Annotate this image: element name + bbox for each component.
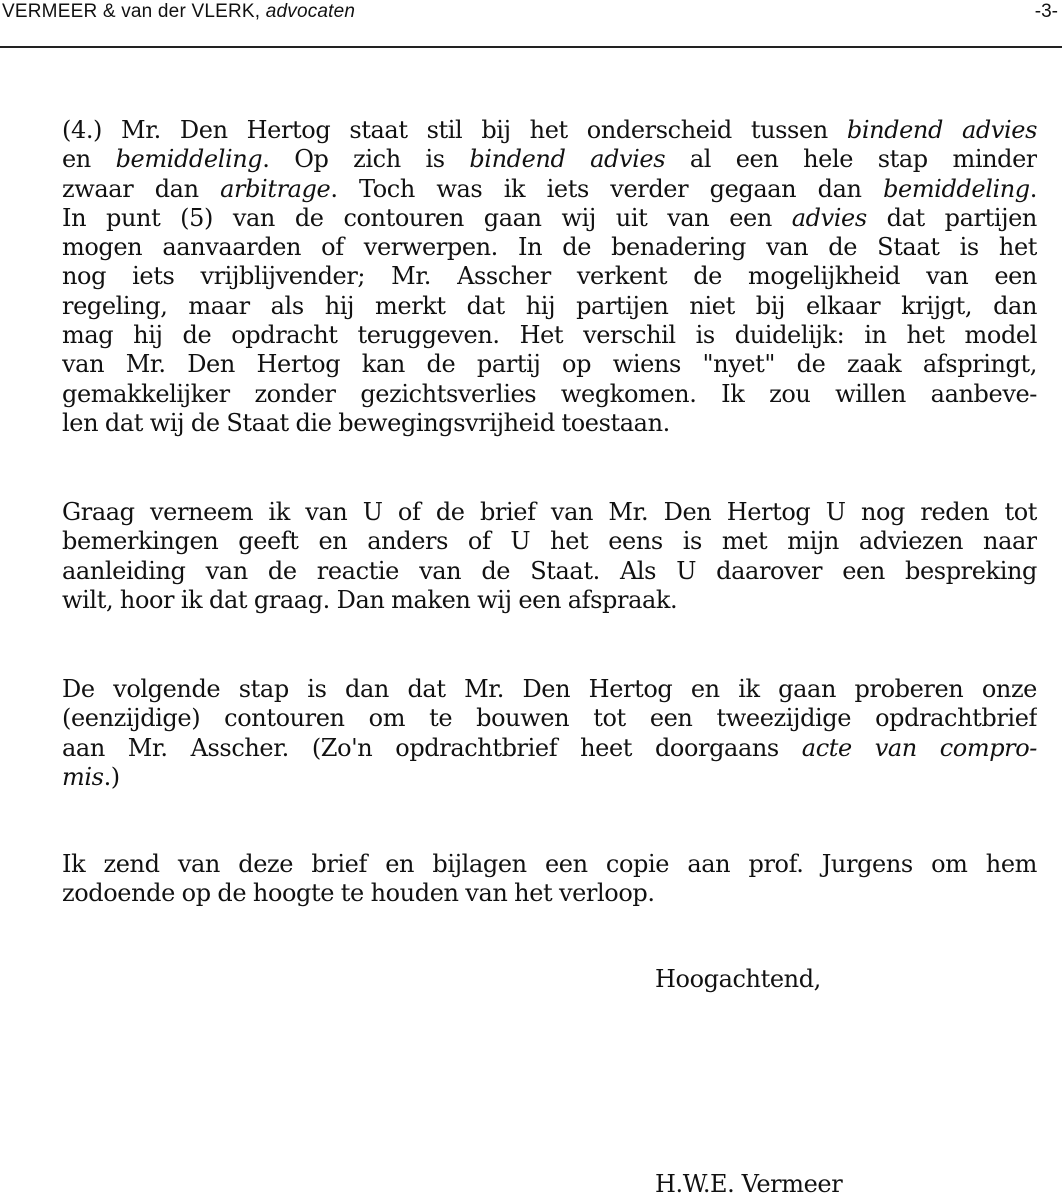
- closing-salutation: Hoogachtend,: [655, 965, 821, 993]
- text-run: mogen aanvaarden of verwerpen. In de benadering van de Staat is het: [62, 233, 1037, 262]
- text-run: al een hele stap minder: [665, 145, 1037, 174]
- emphasis-text: bindend advies: [846, 116, 1037, 144]
- emphasis-text: advies: [791, 203, 867, 232]
- text-line: [62, 321, 1037, 350]
- text-line: [62, 763, 1037, 792]
- text-line: [62, 204, 1037, 233]
- text-run: (4.) Mr. Den Hertog staat stil bij het onderscheid tussen: [62, 116, 847, 144]
- letterhead: [0, 0, 1062, 50]
- text-line: [62, 292, 1037, 321]
- text-line: [62, 350, 1037, 379]
- text-line: [62, 586, 1037, 615]
- paragraph-request-response: [62, 498, 1037, 615]
- text-line: [62, 704, 1037, 733]
- text-run: .): [103, 762, 120, 791]
- text-run: mag hij de opdracht teruggeven. Het verschil is duidelijk: in het model: [62, 321, 1037, 350]
- text-run: dat partijen: [866, 203, 1037, 232]
- text-run: zodoende op de hoogte te houden van het verloop.: [62, 879, 655, 908]
- text-line: [62, 175, 1037, 204]
- text-line: [62, 262, 1037, 291]
- text-run: aanleiding van de reactie van de Staat. Als U daarover een bespreking: [62, 556, 1037, 585]
- text-run: aan Mr. Asscher. (Zo'n opdrachtbrief heet doorgaans: [62, 733, 802, 762]
- text-run: In punt (5) van de contouren gaan wij uit van een: [62, 203, 792, 232]
- paragraph-next-step: [62, 675, 1037, 792]
- signature-name: H.W.E. Vermeer: [655, 1170, 843, 1198]
- paragraph-copy-jurgens: [62, 850, 1037, 909]
- text-run: en: [62, 145, 116, 174]
- text-run: Graag verneem ik van U of de brief van Mr. Den Hertog U nog reden tot: [62, 498, 1037, 526]
- text-line: [62, 145, 1037, 174]
- text-line: [62, 675, 1037, 704]
- text-run: . Toch was ik iets verder gegaan dan: [330, 174, 884, 203]
- page-number: -3-: [1034, 1, 1058, 22]
- text-line: [62, 116, 1037, 145]
- text-run: Ik zend van deze brief en bijlagen een copie aan prof. Jurgens om hem: [62, 850, 1037, 878]
- text-run: van Mr. Den Hertog kan de partij op wiens "nyet" de zaak afspringt,: [62, 350, 1037, 379]
- emphasis-text: arbitrage: [220, 174, 331, 203]
- text-line: [62, 850, 1037, 879]
- emphasis-text: mis: [62, 762, 104, 791]
- text-run: bemerkingen geeft en anders of U het eens is met mijn adviezen naar: [62, 527, 1037, 556]
- emphasis-text: bemiddeling: [115, 145, 263, 174]
- text-line: [62, 734, 1037, 763]
- text-line: [62, 233, 1037, 262]
- text-line: [62, 527, 1037, 556]
- text-run: nog iets vrijblijvender; Mr. Asscher verkent de mogelijkheid van een: [62, 262, 1037, 291]
- text-run: gemakkelijker zonder gezichtsverlies wegkomen. Ik zou willen aanbeve-: [62, 379, 1037, 408]
- text-line: [62, 879, 1037, 908]
- text-run: len dat wij de Staat die bewegingsvrijheid toestaan.: [62, 408, 670, 437]
- text-line: [62, 557, 1037, 586]
- emphasis-text: bindend advies: [469, 145, 666, 174]
- header-divider: [0, 46, 1062, 48]
- text-run: (eenzijdige) contouren om te bouwen tot een tweezijdige opdrachtbrief: [62, 704, 1037, 733]
- text-run: . Op zich is: [262, 145, 470, 174]
- text-line: [62, 409, 1037, 438]
- paragraph-4-bindend-advies: [62, 116, 1037, 438]
- text-run: regeling, maar als hij merkt dat hij partijen niet bij elkaar krijgt, dan: [62, 291, 1037, 320]
- emphasis-text: bemiddeling: [883, 174, 1030, 203]
- text-run: .: [1029, 174, 1037, 203]
- text-run: De volgende stap is dan dat Mr. Den Hertog en ik gaan proberen onze: [62, 675, 1037, 703]
- firm-name-main: VERMEER & van der VLERK,: [2, 1, 261, 22]
- text-run: wilt, hoor ik dat graag. Dan maken wij een afspraak.: [62, 585, 678, 614]
- firm-name-sub: advocaten: [265, 1, 356, 22]
- emphasis-text: acte van compro-: [801, 733, 1037, 762]
- text-run: zwaar dan: [62, 174, 221, 203]
- text-line: [62, 380, 1037, 409]
- firm-name: [2, 1, 355, 23]
- text-line: [62, 498, 1037, 527]
